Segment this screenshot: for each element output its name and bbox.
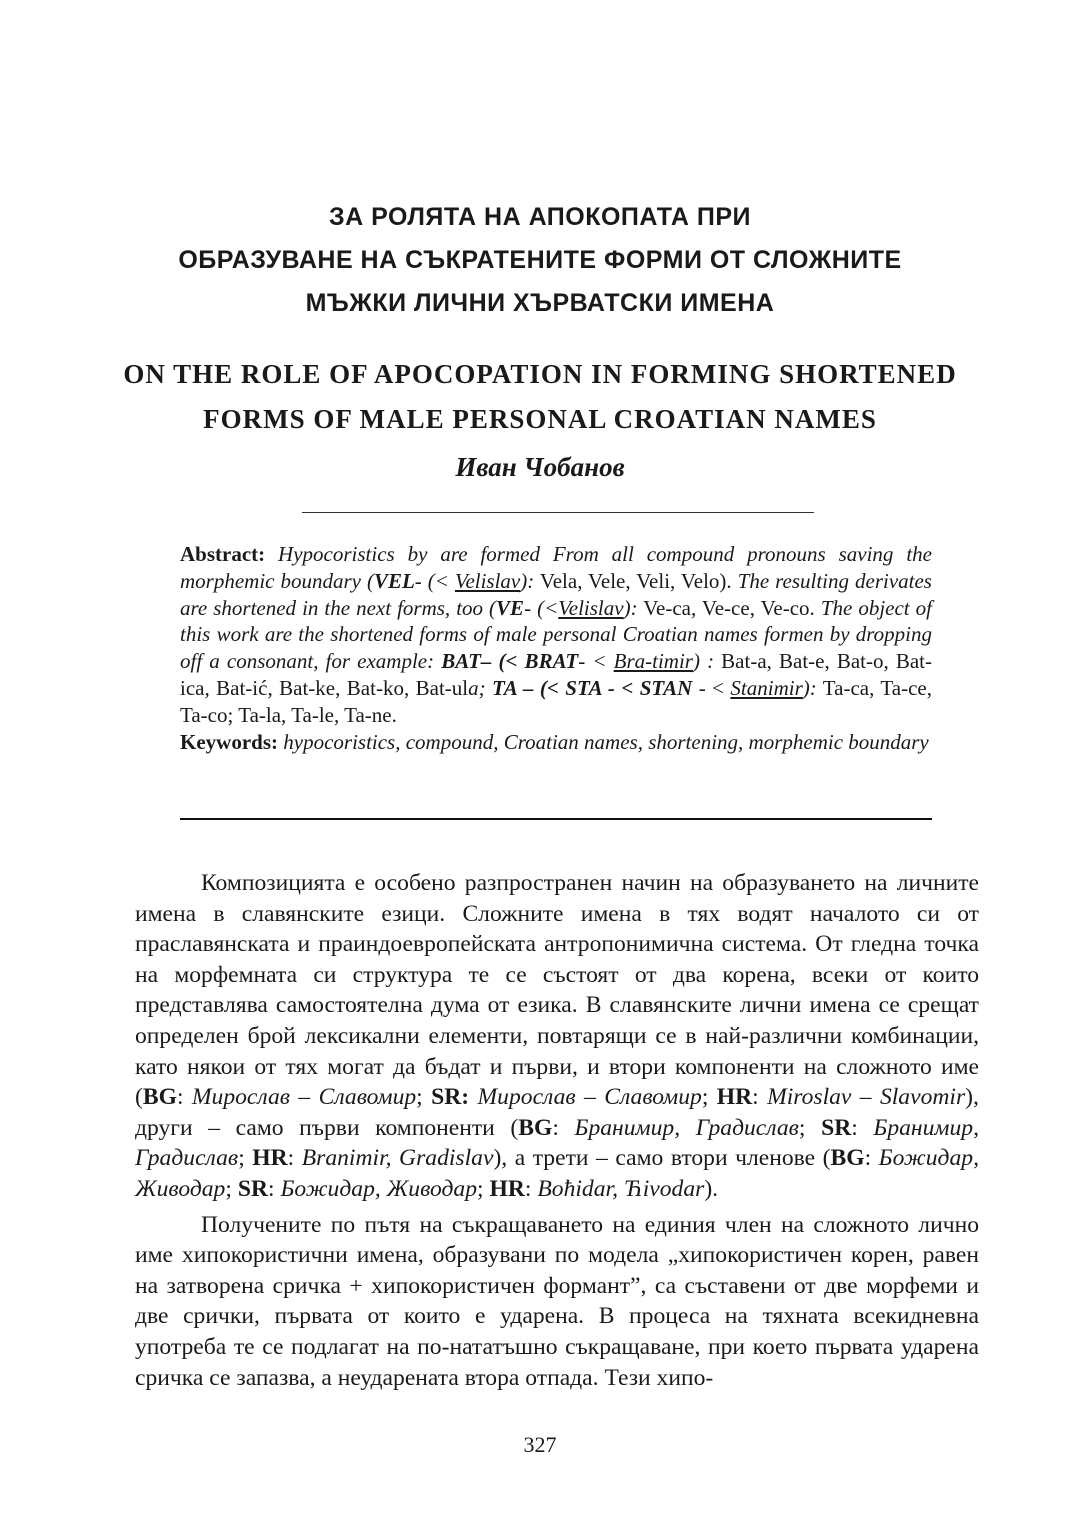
keywords-paragraph: [180, 729, 932, 756]
abstract-label: Abstract:: [180, 542, 266, 566]
title-bulgarian: [0, 196, 1080, 325]
body-paragraph-1: Композицията е особено разпространен начин на образуването на личните имена в славянските езици. Сложните имена в тях водят началото си от праславянската и праиндоевропейската антропонимична система. От гледна точка на морфемната си структура те се състоят от два корена, всеки от които представлява самостоятелна дума от езика. В славянските лични имена се срещат определен брой лексикални елементи, повтарящи се в най-различни комбинации, като някои от тях могат да бъдат и първи, и втори компоненти на сложното име (BG: Мирослав – Славомир; SR: Мирослав – Славомир; HR: Miroslav – Slavomir), други – само първи компоненти (BG: Бранимир, Градислав; SR: Бранимир, Градислав; HR: Branimir, Gradislav), а трети – само втори членове (BG: Божидар, Живодар; SR: Божидар, Живодар; HR: Boћidar, Ћivodar).: [135, 870, 979, 1202]
title-english: [0, 352, 1080, 442]
title-bg-line: ЗА РОЛЯТА НА АПОКОПАТА ПРИ: [328, 203, 752, 231]
author-name: Иван Чобанов: [455, 452, 625, 482]
title-bg-line: ОБРАЗУВАНЕ НА СЪКРАТЕНИТЕ ФОРМИ ОТ СЛОЖНИТЕ: [178, 246, 902, 274]
keywords-label: Keywords:: [180, 729, 278, 754]
title-en-line: FORMS OF MALE PERSONAL CROATIAN NAMES: [203, 404, 877, 434]
title-en-line: ON THE ROLE OF APOCOPATION IN FORMING SHORTENED: [123, 359, 957, 389]
title-bg-line: МЪЖКИ ЛИЧНИ ХЪРВАТСКИ ИМЕНА: [305, 289, 775, 317]
abstract-paragraph: Abstract: Hypocoristics by are formed From all compound pronouns saving the morphemic boundary (VEL- (< Velislav): Vela, Vele, Veli, Velo). The resulting derivates are shortened in the next forms, too (VE- (<Velislav): Ve-ca, Ve-ce, Ve-co. The object of this work are the shortened forms of male personal Croatian names formen by dropping off a consonant, for example: BAT– (< BRAT- < Bra-timir) : Bat-a, Bat-e, Bat-o, Bat-ica, Bat-ić, Bat-ke, Bat-ko, Bat-ula; TA – (< STA - < STAN - < Stanimir): Ta-ca, Ta-ce, Ta-co; Ta-la, Ta-le, Ta-ne.: [180, 542, 932, 727]
body-text: [135, 868, 979, 1393]
keywords-list: hypocoristics, compound, Croatian names, shortening, morphemic boundary: [278, 729, 929, 754]
body-paragraph-2: Получените по пътя на съкращаването на единия член на сложното лично име хипокористични имена, образувани по модела „хипокористичен корен, равен на затворена сричка + хипокористичен формант”, са съставени от две морфеми и две срички, първата от които е ударена. В процеса на тяхната всекидневна употреба те се подлагат на по-нататъшно съкращаване, при което първата ударена сричка се запазва, а неударената втора отпада. Тези хипо-: [135, 1211, 979, 1391]
abstract-divider: [180, 818, 932, 820]
title-divider: [302, 512, 814, 513]
abstract-block: [180, 541, 932, 755]
page-number: 327: [523, 1432, 557, 1457]
